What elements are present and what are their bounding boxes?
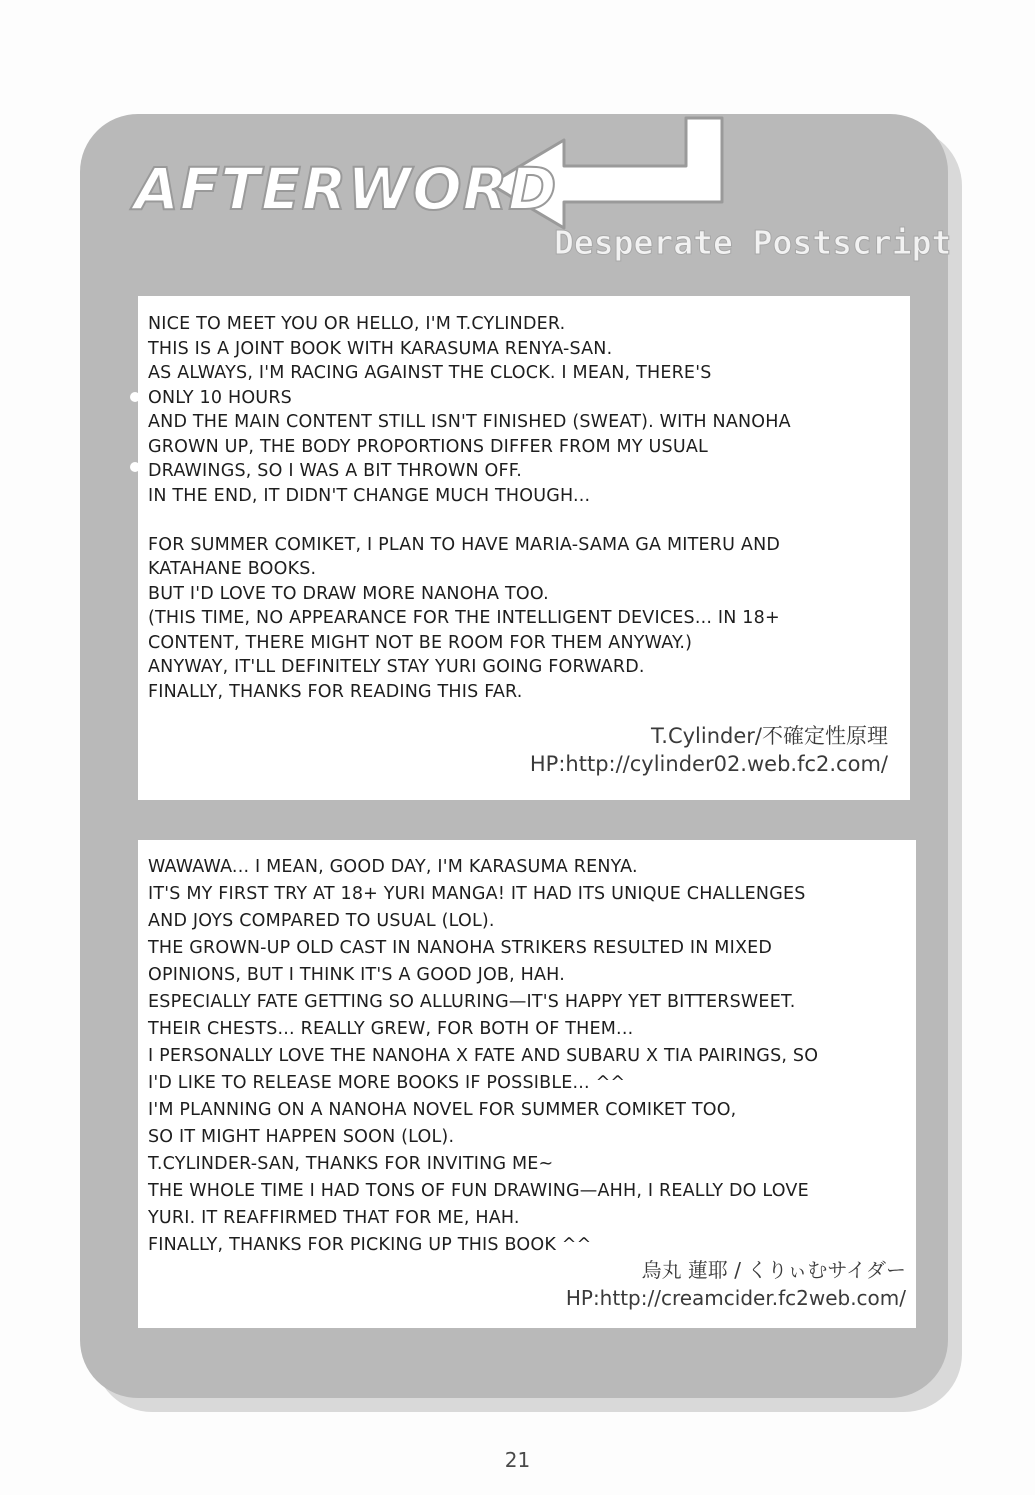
text-line: WAWAWA... I MEAN, GOOD DAY, I'M KARASUMA RENYA. xyxy=(148,857,638,877)
text-line: THEIR CHESTS... REALLY GREW, FOR BOTH OF THEM... xyxy=(148,1019,634,1039)
message-box-t-cylinder xyxy=(138,296,910,800)
afterword-subtitle: Desperate Postscript xyxy=(554,223,952,262)
afterword-title: AFTERWORD xyxy=(134,155,558,223)
text-line: CONTENT, THERE MIGHT NOT BE ROOM FOR THEM ANYWAY.) xyxy=(148,632,693,653)
text-line: NICE TO MEET YOU OR HELLO, I'M T.CYLINDER. xyxy=(148,314,566,334)
text-line: AND THE MAIN CONTENT STILL ISN'T FINISHED (SWEAT). WITH NANOHA xyxy=(148,412,791,432)
text-line: ANYWAY, IT'LL DEFINITELY STAY YURI GOING FORWARD. xyxy=(148,657,645,677)
text-line: OPINIONS, BUT I THINK IT'S A GOOD JOB, HAH. xyxy=(148,965,565,985)
signature: T.Cylinder/不確定性原理 xyxy=(650,724,888,748)
text-line: SO IT MIGHT HAPPEN SOON (LOL). xyxy=(148,1127,455,1147)
text-line: FINALLY, THANKS FOR PICKING UP THIS BOOK ^^ xyxy=(148,1235,592,1255)
text-line: BUT I'D LOVE TO DRAW MORE NANOHA TOO. xyxy=(148,583,549,604)
text-line: GROWN UP, THE BODY PROPORTIONS DIFFER FROM MY USUAL xyxy=(148,436,708,457)
text-line xyxy=(148,508,900,533)
text-line: AND JOYS COMPARED TO USUAL (LOL). xyxy=(148,911,495,931)
page-number: 21 xyxy=(504,1448,531,1472)
text-line: FINALLY, THANKS FOR READING THIS FAR. xyxy=(148,681,523,702)
text-line: T.CYLINDER-SAN, THANKS FOR INVITING ME~ xyxy=(148,1154,554,1174)
homepage-url: HP:http://cylinder02.web.fc2.com/ xyxy=(529,752,888,776)
text-line: (THIS TIME, NO APPEARANCE FOR THE INTELLIGENT DEVICES... IN 18+ xyxy=(148,608,780,628)
text-line: THE GROWN-UP OLD CAST IN NANOHA STRIKERS RESULTED IN MIXED xyxy=(148,938,773,958)
text-line: AS ALWAYS, I'M RACING AGAINST THE CLOCK. I MEAN, THERE'S xyxy=(148,363,712,383)
text-line: DRAWINGS, SO I WAS A BIT THROWN OFF. xyxy=(148,461,522,481)
text-line: I'D LIKE TO RELEASE MORE BOOKS IF POSSIBLE... ^^ xyxy=(148,1073,626,1093)
text-line: IN THE END, IT DIDN'T CHANGE MUCH THOUGH... xyxy=(148,485,591,506)
text-line: I'M PLANNING ON A NANOHA NOVEL FOR SUMMER COMIKET TOO, xyxy=(148,1100,737,1120)
text-line: THE WHOLE TIME I HAD TONS OF FUN DRAWING—AHH, I REALLY DO LOVE xyxy=(148,1181,809,1201)
text-line: YURI. IT REAFFIRMED THAT FOR ME, HAH. xyxy=(148,1208,520,1228)
signature: 烏丸 蓮耶 / くりぃむサイダー xyxy=(641,1258,906,1282)
text-line: IT'S MY FIRST TRY AT 18+ YURI MANGA! IT HAD ITS UNIQUE CHALLENGES xyxy=(148,884,806,904)
message-text xyxy=(148,854,910,1259)
homepage-url: HP:http://creamcider.fc2web.com/ xyxy=(565,1286,906,1310)
text-line: KATAHANE BOOKS. xyxy=(148,559,317,579)
text-line: ONLY 10 HOURS xyxy=(148,387,292,408)
text-line: THIS IS A JOINT BOOK WITH KARASUMA RENYA-SAN. xyxy=(148,338,613,359)
message-text xyxy=(148,312,900,704)
text-line: ESPECIALLY FATE GETTING SO ALLURING—IT'S HAPPY YET BITTERSWEET. xyxy=(148,992,796,1012)
text-line: FOR SUMMER COMIKET, I PLAN TO HAVE MARIA-SAMA GA MITERU AND xyxy=(148,534,781,555)
text-line: I PERSONALLY LOVE THE NANOHA X FATE AND SUBARU X TIA PAIRINGS, SO xyxy=(148,1046,819,1066)
message-box-karasuma-renya xyxy=(138,840,916,1328)
